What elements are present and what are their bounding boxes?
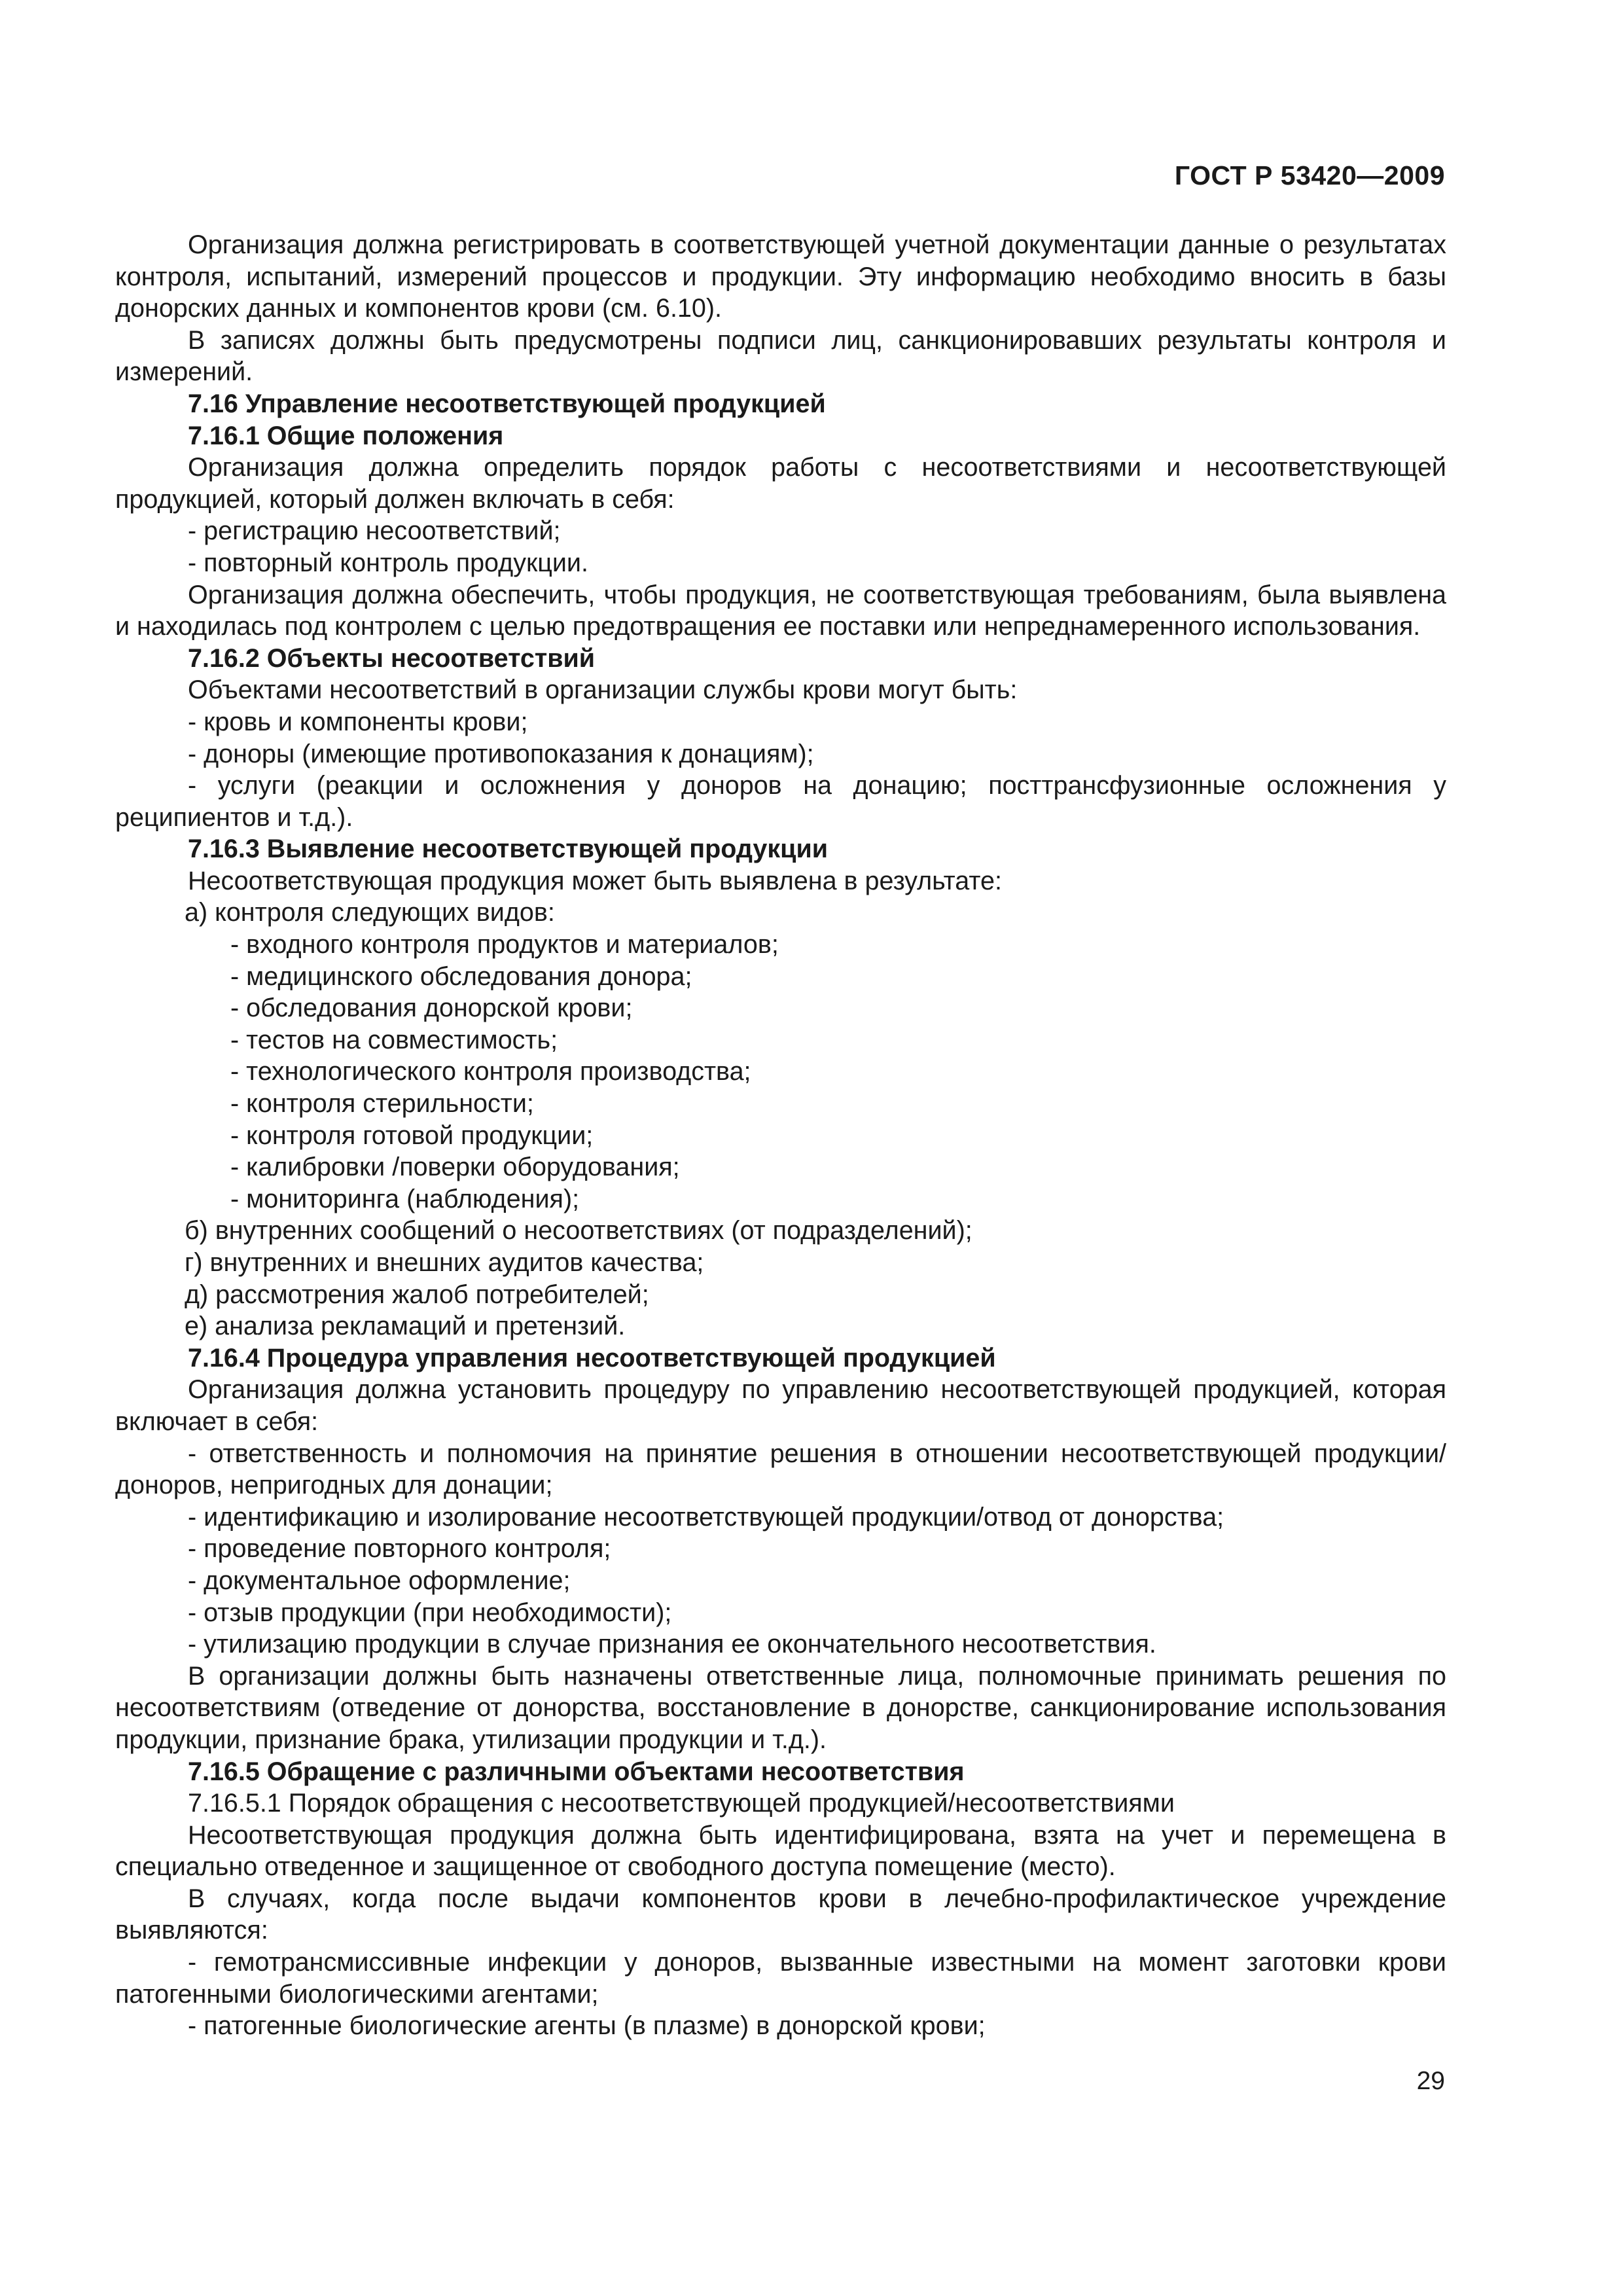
paragraph: Организация должна установить процедуру по управлению несоответствующей продукцией, которая включает в себя: [115, 1375, 1446, 1436]
paragraph: Организация должна регистрировать в соответствующей учетной документации данные о результатах контроля, испытаний, измерений процессов и продукции. Эту информацию необходимо вносить в базы донорских данных и компонентов крови (см. 6.10). [115, 230, 1446, 323]
paragraph: - гемотрансмиссивные инфекции у доноров, вызванные известными на момент заготовки крови патогенными биологическими агентами; [115, 1948, 1446, 2009]
sub-list-item: - контроля стерильности; [230, 1089, 534, 1119]
sub-list-item: - контроля готовой продукции; [230, 1121, 594, 1150]
list-item: а) контроля следующих видов: [185, 898, 555, 927]
sub-list-item: - технологического контроля производства; [230, 1057, 751, 1086]
list-item: г) внутренних и внешних аудитов качества; [185, 1248, 704, 1277]
sub-list-item: - медицинского обследования донора; [230, 961, 692, 991]
document-code: ГОСТ Р 53420—2009 [1174, 160, 1445, 190]
paragraph: - кровь и компоненты крови; [188, 707, 528, 736]
paragraph: - утилизацию продукции в случае признания ее окончательного несоответствия. [188, 1630, 1156, 1659]
list-item: б) внутренних сообщений о несоответствиях (от подразделений); [185, 1216, 972, 1246]
paragraph: - услуги (реакции и осложнения у доноров на донацию; посттрансфузионные осложнения у реципиентов и т.д.). [115, 771, 1446, 832]
paragraph: Организация должна обеспечить, чтобы продукция, не соответствующая требованиям, была выявлена и находилась под контролем с целью предотвращения ее поставки или непреднамеренного использования. [115, 580, 1446, 641]
paragraph: Объектами несоответствий в организации службы крови могут быть: [188, 675, 1018, 705]
section-heading: 7.16.5 Обращение с различными объектами несоответствия [188, 1757, 965, 1786]
paragraph: - документальное оформление; [188, 1566, 571, 1595]
sub-list-item: - тестов на совместимость; [230, 1025, 558, 1054]
paragraph: - регистрацию несоответствий; [188, 516, 561, 546]
sub-list-item: - обследования донорской крови; [230, 994, 633, 1023]
paragraph: - доноры (имеющие противопоказания к донациям); [188, 739, 814, 768]
paragraph: Несоответствующая продукция должна быть идентифицирована, взята на учет и перемещена в специально отведенное и защищенное от свободного доступа помещение (место). [115, 1820, 1446, 1882]
paragraph: В случаях, когда после выдачи компонентов крови в лечебно-профилактическое учреждение выявляются: [115, 1884, 1446, 1945]
page-number: 29 [1416, 2067, 1445, 2095]
paragraph: 7.16.5.1 Порядок обращения с несоответствующей продукцией/несоответствиями [188, 1789, 1175, 1818]
paragraph: - повторный контроль продукции. [188, 548, 588, 577]
paragraph: В организации должны быть назначены ответственные лица, полномочные принимать решения по несоответствиям (отведение от донорства, восстановление в донорстве, санкционирование использования продукции, признание брака, утилизации продукции и т.д.). [115, 1661, 1446, 1754]
section-heading: 7.16.4 Процедура управления несоответствующей продукцией [188, 1343, 996, 1372]
document-body [115, 229, 1446, 2042]
paragraph: - проведение повторного контроля; [188, 1534, 611, 1564]
section-heading: 7.16.3 Выявление несоответствующей продукции [188, 834, 829, 864]
paragraph: - патогенные биологические агенты (в плазме) в донорской крови; [188, 2011, 986, 2041]
section-heading: 7.16.2 Объекты несоответствий [188, 643, 596, 673]
section-heading: 7.16.1 Общие положения [188, 421, 504, 450]
section-heading: 7.16 Управление несоответствующей продукцией [188, 389, 826, 418]
paragraph: - ответственность и полномочия на принятие решения в отношении несоответствующей продукции/доноров, непригодных для донации; [115, 1439, 1446, 1500]
paragraph: Несоответствующая продукция может быть выявлена в результате: [188, 866, 1002, 895]
paragraph: - отзыв продукции (при необходимости); [188, 1598, 672, 1627]
list-item: е) анализа рекламаций и претензий. [185, 1312, 626, 1341]
paragraph: - идентификацию и изолирование несоответствующей продукции/отвод от донорства; [188, 1502, 1224, 1532]
paragraph: Организация должна определить порядок работы с несоответствиями и несоответствующей продукцией, который должен включать в себя: [115, 453, 1446, 514]
sub-list-item: - калибровки /поверки оборудования; [230, 1153, 680, 1182]
paragraph: В записях должны быть предусмотрены подписи лиц, санкционировавших результаты контроля и измерений. [115, 325, 1446, 387]
sub-list-item: - мониторинга (наблюдения); [230, 1184, 580, 1213]
sub-list-item: - входного контроля продуктов и материалов; [230, 930, 779, 960]
list-item: д) рассмотрения жалоб потребителей; [185, 1280, 649, 1309]
